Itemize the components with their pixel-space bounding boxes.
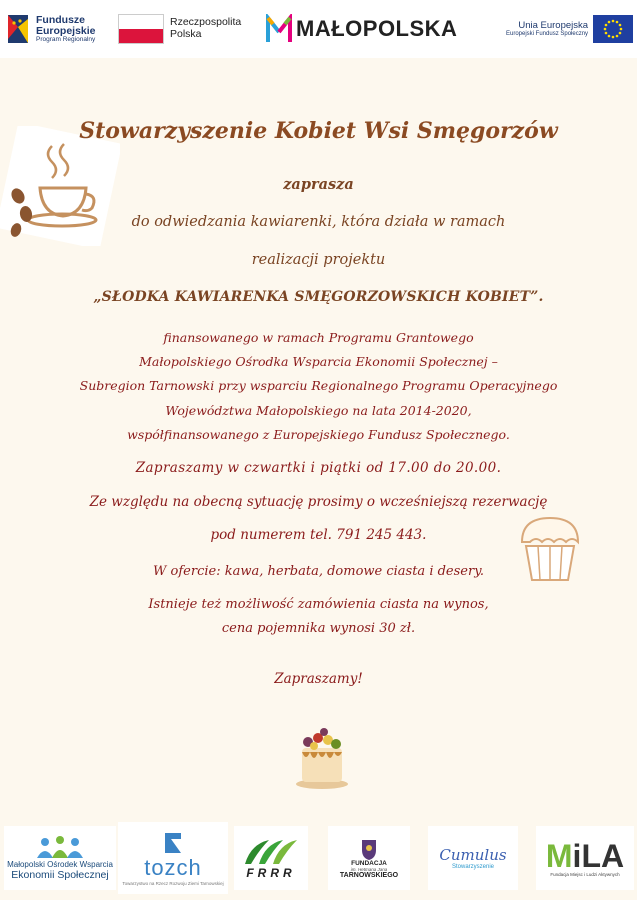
eu-flag-icon	[593, 15, 633, 43]
unia-europejska-logo	[506, 8, 633, 50]
invites-line: zaprasza	[283, 176, 354, 193]
funding-line-5: współfinansowanego z Europejskiego Fundusz Społecznego.	[127, 427, 510, 442]
phone-number: pod numerem tel. 791 245 443.	[210, 527, 427, 543]
offer-line: W ofercie: kawa, herbata, domowe ciasta i desery.	[153, 564, 484, 579]
funding-line-4: Województwa Małopolskiego na lata 2014-2020,	[165, 403, 472, 418]
visit-line: do odwiedzania kawiarenki, która działa w ramach	[131, 214, 506, 230]
takeaway-line: Istnieje też możliwość zamówienia ciasta na wynos,	[148, 597, 489, 612]
fundusze-line2: Europejskie	[36, 24, 96, 37]
mila-rest: iLA	[572, 837, 625, 874]
cumulus-logo	[428, 826, 518, 890]
reservation-note: Ze względu na obecną sytuację prosimy o wcześniejszą rezerwację	[89, 494, 548, 510]
fjt-line2: im. Hetmana Jana	[350, 866, 388, 872]
frrr-text: FRRR	[246, 866, 296, 880]
cake-icon	[292, 722, 352, 792]
tozch-text: tozch	[144, 854, 202, 880]
realization-line: realizacji projektu	[251, 252, 386, 268]
funding-line-1: finansowanego w ramach Programu Grantowego	[163, 330, 474, 345]
footer-logo-bar	[0, 822, 637, 900]
mows-line2: Ekonomii Społecznej	[11, 868, 109, 881]
closing-line: Zapraszamy!	[274, 671, 363, 687]
polish-flag-icon	[118, 14, 164, 44]
tozch-mark-icon	[163, 831, 183, 855]
project-name: „SŁODKA KAWIARENKA SMĘGORZOWSKICH KOBIET”.	[93, 289, 544, 305]
rp-line1: Rzeczpospolita	[170, 16, 242, 29]
rp-line2: Polska	[170, 28, 202, 40]
mila-m: M	[545, 837, 573, 874]
fundusze-star-icon	[6, 13, 32, 45]
malopolska-logo	[266, 8, 457, 50]
fundusze-europejskie-logo	[6, 8, 96, 50]
fundusze-line1: Fundusze	[36, 13, 85, 26]
tozch-tagline: Towarzystwo na Rzecz Rozwoju Ziemi Tarnowskiej	[122, 880, 224, 886]
cumulus-subtitle: Stowarzyszenie	[451, 864, 495, 870]
frrr-leaves-icon	[241, 836, 301, 866]
mows-people-icon	[35, 836, 85, 860]
coat-of-arms-icon	[360, 838, 378, 860]
mila-subtitle: Fundacja Miejsc i Ludzi Aktywnych	[550, 871, 620, 877]
fundacja-tarnowskiego-logo	[328, 826, 410, 890]
header-logo-bar	[0, 0, 637, 58]
malopolska-m-icon	[266, 14, 292, 44]
price-line: cena pojemnika wynosi 30 zł.	[221, 621, 416, 636]
mila-logo	[536, 826, 634, 890]
fjt-line1: FUNDACJA	[351, 859, 387, 867]
malopolska-text: MAŁOPOLSKA	[296, 16, 458, 41]
fundusze-line3: Program Regionalny	[36, 35, 96, 43]
tozch-logo	[118, 822, 228, 894]
funding-line-3: Subregion Tarnowski przy wsparciu Regionalnego Programu Operacyjnego	[79, 378, 558, 393]
ue-line2: Europejski Fundusz Społeczny	[506, 31, 589, 38]
poster-title: Stowarzyszenie Kobiet Wsi Smęgorzów	[79, 118, 558, 144]
fjt-line3: TARNOWSKIEGO	[339, 871, 399, 879]
opening-days: Zapraszamy w czwartki i piątki od 17.00 do 20.00.	[135, 460, 502, 476]
funding-line-2: Małopolskiego Ośrodka Wsparcia Ekonomii Społecznej –	[139, 354, 498, 369]
rzeczpospolita-logo	[118, 8, 241, 50]
frrr-logo	[234, 826, 308, 890]
mows-logo	[4, 826, 116, 890]
cumulus-text: Cumulus	[439, 846, 507, 864]
ue-line1: Unia Europejska	[518, 19, 589, 31]
mows-line1: Małopolski Ośrodek Wsparcia	[7, 859, 113, 869]
